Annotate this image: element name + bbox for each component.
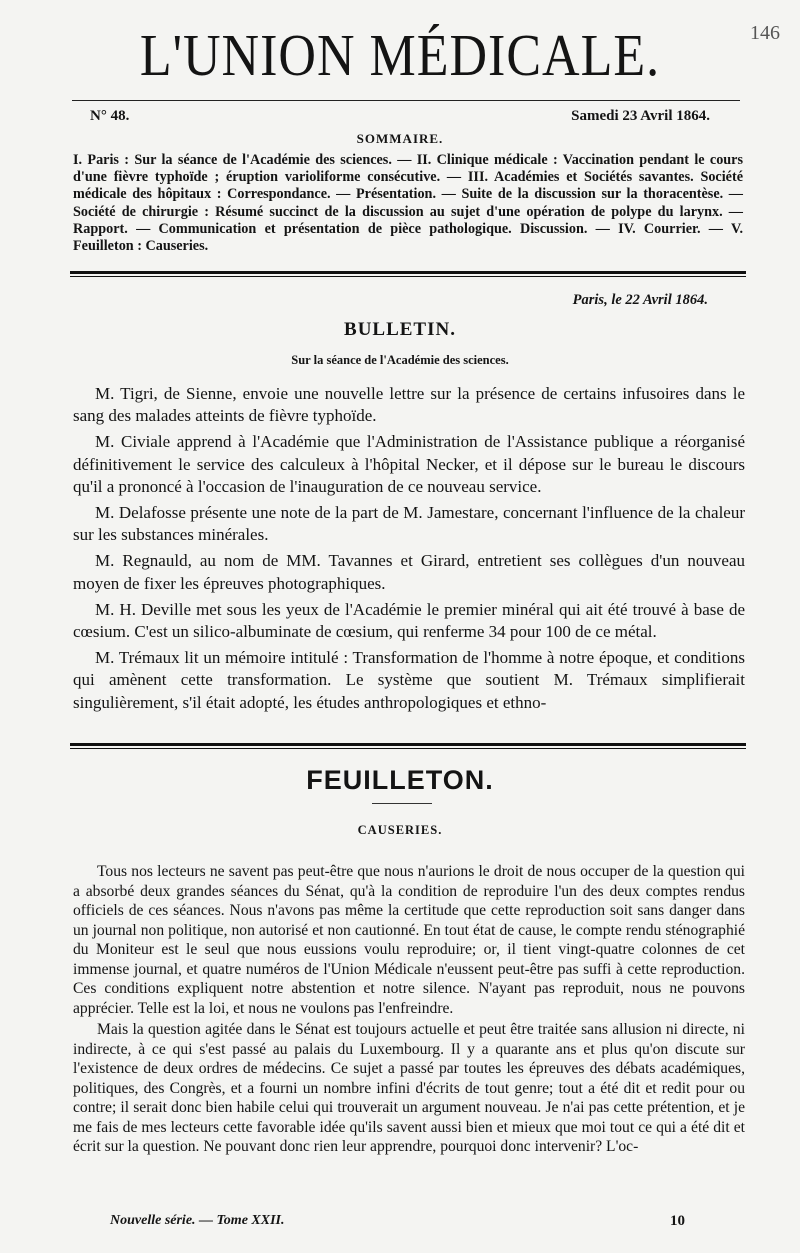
bulletin-subheading: Sur la séance de l'Académie des sciences. [291,353,509,367]
bulletin-paragraph: M. Tigri, de Sienne, envoie une nouvelle lettre sur la présence de certains infusoires dans le sang des malades atteints de fièvre typhoïde. [73,384,745,426]
footer-series: Nouvelle série. — Tome XXII. [110,1213,285,1228]
top-page-number: 146 [750,22,780,44]
sommaire-divider [70,271,746,277]
bulletin-paragraph: M. Regnauld, au nom de MM. Tavannes et Girard, entretient ses collègues d'un nouveau moyen de fixer les épreuves photographiques. [73,551,745,593]
bulletin-paragraph: M. Civiale apprend à l'Académie que l'Administration de l'Assistance publique a réorganisé définitivement le service des calculeux à l'hôpital Necker, et il dépose sur le bureau le discours qu'il a prononcé à l'occasion de l'inauguration de ce nouveau service. [73,432,745,496]
feuilleton-paragraph: Mais la question agitée dans le Sénat est toujours actuelle et peut être traitée sans allusion ni directe, ni indirecte, à ce qui s'est passé au palais du Luxembourg. Il y a quarante ans et plus qu'on discute sur l'existence de deux ordres de médecins. Ce sujet a passé par toutes les épreuves des débats académiques, politiques, des Congrès, et a fourni un nombre infini d'écrits de tout genre; tout a été dit et redit pour ou contre; il serait donc bien habile celui qui trouverait un argument nouveau. Je n'ai pas cette prétention, et je me fais de mes lecteurs cette favorable idée qu'ils savent aussi bien et mieux que moi tout ce qui a été dit et écrit sur la question. Ne pouvant donc rien leur apprendre, pourquoi donc intervenir? L'oc- [73,1021,745,1155]
sommaire-paragraph: I. Paris : Sur la séance de l'Académie des sciences. — II. Clinique médicale : Vaccination pendant le cours d'une fièvre typhoïde ; éruption varioliforme consécutive. — III. Académies et Sociétés savantes. Société médicale des hôpitaux : Correspondance. — Présentation. — Suite de la discussion sur la thoracentèse. — Société de chirurgie : Résumé succinct de la discussion au sujet d'une opération de polype du larynx. — Rapport. — Communication et présentation de pièce pathologique. Discussion. — IV. Courrier. — V. Feuilleton : Causeries. [73,152,743,255]
feuilleton-divider [70,743,746,749]
issue-date: Samedi 23 Avril 1864. [571,108,710,124]
feuilleton-heading: FEUILLETON. [306,765,494,795]
feuilleton-paragraph: Tous nos lecteurs ne savent pas peut-être que nous n'aurions le droit de nous occuper de la question qui a absorbé deux grandes séances du Sénat, qu'à la condition de reproduire l'un des deux comptes rendus officiels de ces séances. Nous n'avons pas même la certitude que cette reproduction soit sans danger dans un journal non politique, non autorisé et non cautionné. En tout état de cause, le compte rendu sténographié du Moniteur est le seul que nous eussions voulu reproduire; or, il tient vingt-quatre colonnes de cet immense journal, et quatre numéros de l'Union Médicale n'eussent peut-être pas suffi à cette reproduction. Ces conditions expliquent notre abstention et notre silence. N'ayant pas reproduit, nous ne pouvons apprécier. Telle est la loi, et nous ne voulons pas l'enfreindre. [73,863,745,1017]
dateline: Paris, le 22 Avril 1864. [572,292,708,308]
sommaire-heading: SOMMAIRE. [356,131,444,146]
feuilleton-body [73,862,745,1157]
bulletin-paragraph: M. Trémaux lit un mémoire intitulé : Transformation de l'homme à notre époque, et conditions qui amènent cette transformation. Le système que soutient M. Trémaux simplifierait singulièrement, s'il était adopté, les études anthropologiques et ethno- [73,648,745,712]
feuilleton-short-rule [372,803,432,804]
footer-page-number: 10 [670,1213,685,1229]
bulletin-body [73,383,745,714]
issue-number: N° 48. [90,108,130,124]
masthead-title: L'UNION MÉDICALE. [139,23,661,89]
bulletin-heading: BULLETIN. [344,319,456,340]
masthead-rule [72,100,740,101]
sommaire-text [73,152,743,255]
bulletin-paragraph: M. H. Deville met sous les yeux de l'Académie le premier minéral qui ait été trouvé à base de cœsium. C'est un silico-albuminate de cœsium, qui renferme 34 pour 100 de ce métal. [73,599,745,642]
causeries-heading: CAUSERIES. [357,823,443,837]
bulletin-paragraph: M. Delafosse présente une note de la part de M. Jamestare, concernant l'influence de la chaleur sur les substances minérales. [73,503,745,545]
